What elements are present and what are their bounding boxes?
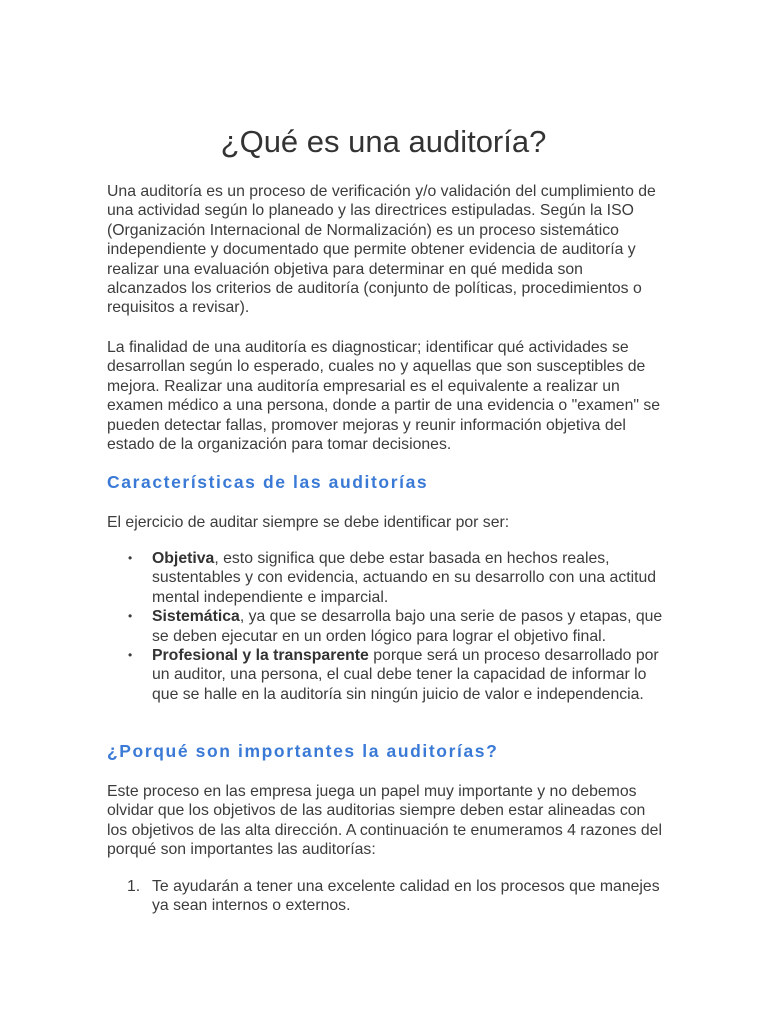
intro-paragraph-1: Una auditoría es un proceso de verificación y/o validación del cumplimiento de una actividad según lo planeado y las directrices estipuladas. Según la ISO (Organización Internacional de Normalización) es un proceso sistemático independiente y documentado que permite obtener evidencia de auditoría y realizar una evaluación objetiva para determinar en qué medida son alcanzados los criterios de auditoría (conjunto de políticas, procedimientos o requisitos a revisar).	[107, 183, 656, 317]
page-title: ¿Qué es una auditoría?	[220, 124, 547, 159]
characteristics-intro: El ejercicio de auditar siempre se debe identificar por ser:	[107, 514, 510, 531]
item-term: Objetiva	[152, 550, 215, 567]
bullet-marker: •	[128, 648, 133, 663]
item-text: Te ayudarán a tener una excelente calidad en los procesos que manejes ya sean internos o externos.	[152, 878, 660, 915]
reasons-list	[107, 877, 667, 916]
item-text: , ya que se desarrolla bajo una serie de pasos y etapas, que se deben ejecutar en un orden lógico para lograr el objetivo final.	[152, 608, 663, 645]
characteristics-list	[107, 549, 667, 704]
item-term: Sistemática	[152, 608, 240, 626]
item-text: porque será un proceso desarrollado por un auditor, una persona, el cual debe tener la capacidad de informar lo que se halle en la auditoría sin ningún juicio de valor e independencia.	[152, 647, 659, 703]
heading-characteristics: Características de las auditorías	[107, 472, 429, 492]
item-text: , esto significa que debe estar basada en hechos reales, sustentables y con evidencia, actuando en su desarrollo con una actitud mental independiente e imparcial.	[152, 550, 657, 606]
list-item	[107, 607, 667, 646]
bullet-marker: •	[128, 551, 133, 565]
list-item	[107, 877, 667, 916]
intro-paragraph-2: La finalidad de una auditoría es diagnosticar; identificar qué actividades se desarrollan según lo esperado, cuales no y aquellas que son susceptibles de mejora. Realizar una auditoría empresarial es el equivalente a realizar un examen médico a una persona, donde a partir de una evidencia o "examen" se pueden detectar fallas, promover mejoras y reunir información objetiva del estado de la organización para tomar decisiones.	[107, 339, 661, 454]
list-item	[107, 549, 667, 607]
list-number: 1.	[127, 878, 141, 895]
bullet-marker: •	[128, 609, 133, 624]
importance-intro: Este proceso en las empresa juega un papel muy importante y no debemos olvidar que los objetivos de las auditorias siempre deben estar alineadas con los objetivos de las alta dirección. A continuación te enumeramos 4 razones del porqué son importantes las auditorías:	[107, 783, 662, 859]
heading-importance: ¿Porqué son importantes la auditorías?	[107, 741, 499, 761]
list-item	[107, 646, 667, 704]
item-term: Profesional y la transparente	[152, 647, 369, 665]
